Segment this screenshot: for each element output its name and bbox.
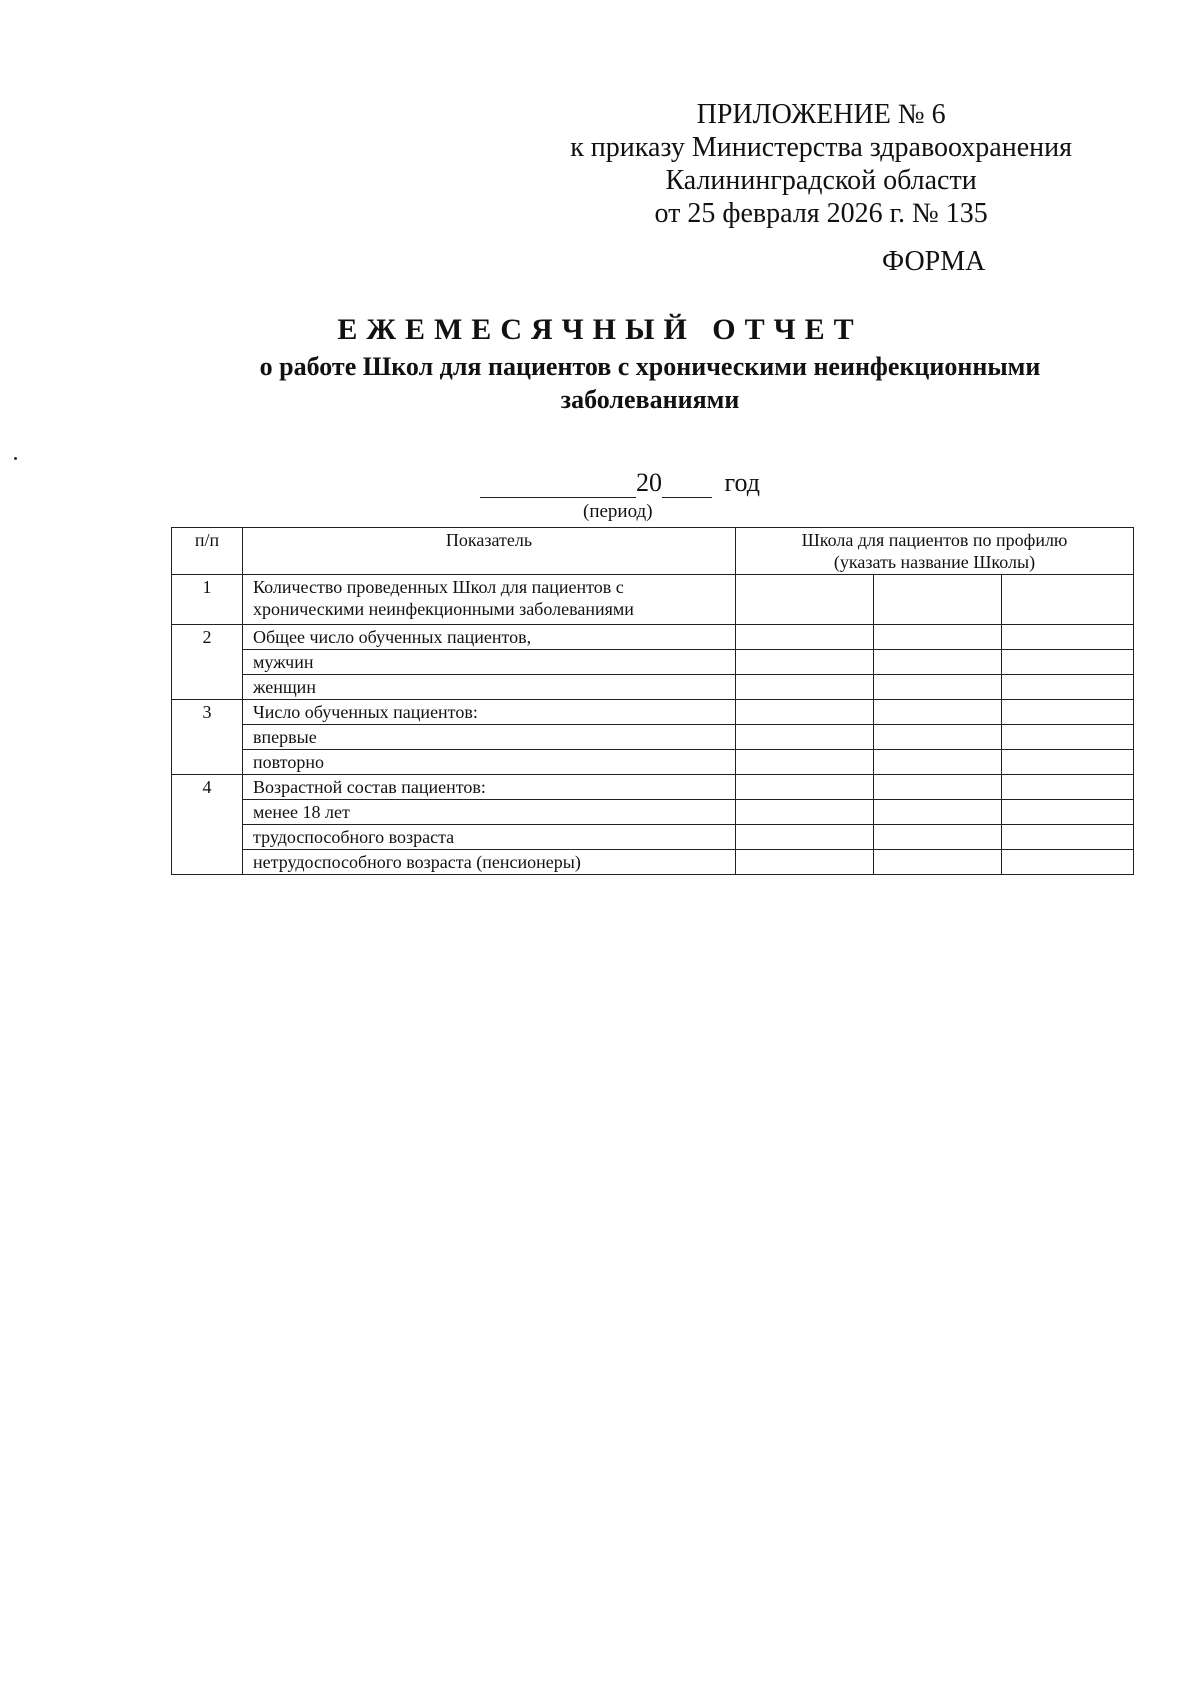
subtitle-line-1: о работе Школ для пациентов с хроническими неинфекционными <box>259 352 1041 381</box>
data-cell[interactable] <box>736 650 874 675</box>
data-cell[interactable] <box>874 700 1002 725</box>
data-cell[interactable] <box>736 850 874 875</box>
header-school <box>736 528 1134 575</box>
row-label: повторно <box>243 750 736 775</box>
appendix-block <box>570 98 1072 230</box>
data-cell[interactable] <box>1002 750 1134 775</box>
table-row <box>172 800 1134 825</box>
row-label: Число обученных пациентов: <box>243 700 736 725</box>
year-prefix: 20 <box>636 468 662 497</box>
period-hint: (период) <box>583 501 653 522</box>
table-row <box>172 650 1134 675</box>
header-school-line-1: Школа для пациентов по профилю <box>801 530 1068 550</box>
data-cell[interactable] <box>1002 725 1134 750</box>
form-label: ФОРМА <box>882 246 986 277</box>
year-word: год <box>724 468 760 497</box>
data-cell[interactable] <box>736 675 874 700</box>
data-cell[interactable] <box>1002 800 1134 825</box>
table-row <box>172 700 1134 725</box>
header-school-line-2: (указать название Школы) <box>833 552 1036 572</box>
data-cell[interactable] <box>1002 575 1134 625</box>
table-row <box>172 725 1134 750</box>
row-label-line-1: Количество проведенных Школ для пациентов с <box>253 577 624 597</box>
data-cell[interactable] <box>874 650 1002 675</box>
data-cell[interactable] <box>874 775 1002 800</box>
row-number: 1 <box>172 575 243 625</box>
data-cell[interactable] <box>874 800 1002 825</box>
header-num: п/п <box>172 528 243 575</box>
table-row <box>172 625 1134 650</box>
data-cell[interactable] <box>1002 775 1134 800</box>
table-row <box>172 675 1134 700</box>
row-number: 4 <box>172 775 243 875</box>
row-number: 3 <box>172 700 243 775</box>
data-cell[interactable] <box>874 825 1002 850</box>
data-cell[interactable] <box>736 575 874 625</box>
data-cell[interactable] <box>736 800 874 825</box>
row-label: Общее число обученных пациентов, <box>243 625 736 650</box>
report-subtitle <box>200 350 1100 416</box>
header-indicator: Показатель <box>243 528 736 575</box>
table-row <box>172 750 1134 775</box>
subtitle-line-2: заболеваниями <box>560 385 740 414</box>
data-cell[interactable] <box>736 750 874 775</box>
year-blank[interactable] <box>662 475 712 498</box>
period-line <box>480 468 760 498</box>
scan-speck <box>14 457 17 460</box>
row-label: трудоспособного возраста <box>243 825 736 850</box>
data-cell[interactable] <box>874 750 1002 775</box>
table-row <box>172 775 1134 800</box>
data-cell[interactable] <box>874 850 1002 875</box>
data-cell[interactable] <box>736 725 874 750</box>
row-label: впервые <box>243 725 736 750</box>
row-label: женщин <box>243 675 736 700</box>
period-blank[interactable] <box>480 475 636 498</box>
data-cell[interactable] <box>1002 675 1134 700</box>
report-table <box>171 527 1134 875</box>
appendix-number: ПРИЛОЖЕНИЕ № 6 <box>696 99 946 130</box>
table-row <box>172 825 1134 850</box>
data-cell[interactable] <box>1002 825 1134 850</box>
row-label: мужчин <box>243 650 736 675</box>
data-cell[interactable] <box>874 575 1002 625</box>
row-label: Возрастной состав пациентов: <box>243 775 736 800</box>
row-label-line-2: хроническими неинфекционными заболеваниями <box>253 599 634 619</box>
data-cell[interactable] <box>874 675 1002 700</box>
data-cell[interactable] <box>736 700 874 725</box>
appendix-order-line: к приказу Министерства здравоохранения <box>570 132 1072 163</box>
appendix-region-line: Калининградской области <box>665 165 977 196</box>
data-cell[interactable] <box>1002 625 1134 650</box>
data-cell[interactable] <box>1002 650 1134 675</box>
data-cell[interactable] <box>1002 850 1134 875</box>
table-row <box>172 850 1134 875</box>
data-cell[interactable] <box>1002 700 1134 725</box>
data-cell[interactable] <box>736 625 874 650</box>
appendix-date-line: от 25 февраля 2026 г. № 135 <box>654 198 988 229</box>
data-cell[interactable] <box>874 725 1002 750</box>
data-cell[interactable] <box>736 775 874 800</box>
report-title: ЕЖЕМЕСЯЧНЫЙ ОТЧЕТ <box>337 313 863 346</box>
row-label: нетрудоспособного возраста (пенсионеры) <box>243 850 736 875</box>
row-label <box>243 575 736 625</box>
table-row <box>172 575 1134 625</box>
table-header-row <box>172 528 1134 575</box>
data-cell[interactable] <box>736 825 874 850</box>
row-number: 2 <box>172 625 243 700</box>
data-cell[interactable] <box>874 625 1002 650</box>
row-label: менее 18 лет <box>243 800 736 825</box>
